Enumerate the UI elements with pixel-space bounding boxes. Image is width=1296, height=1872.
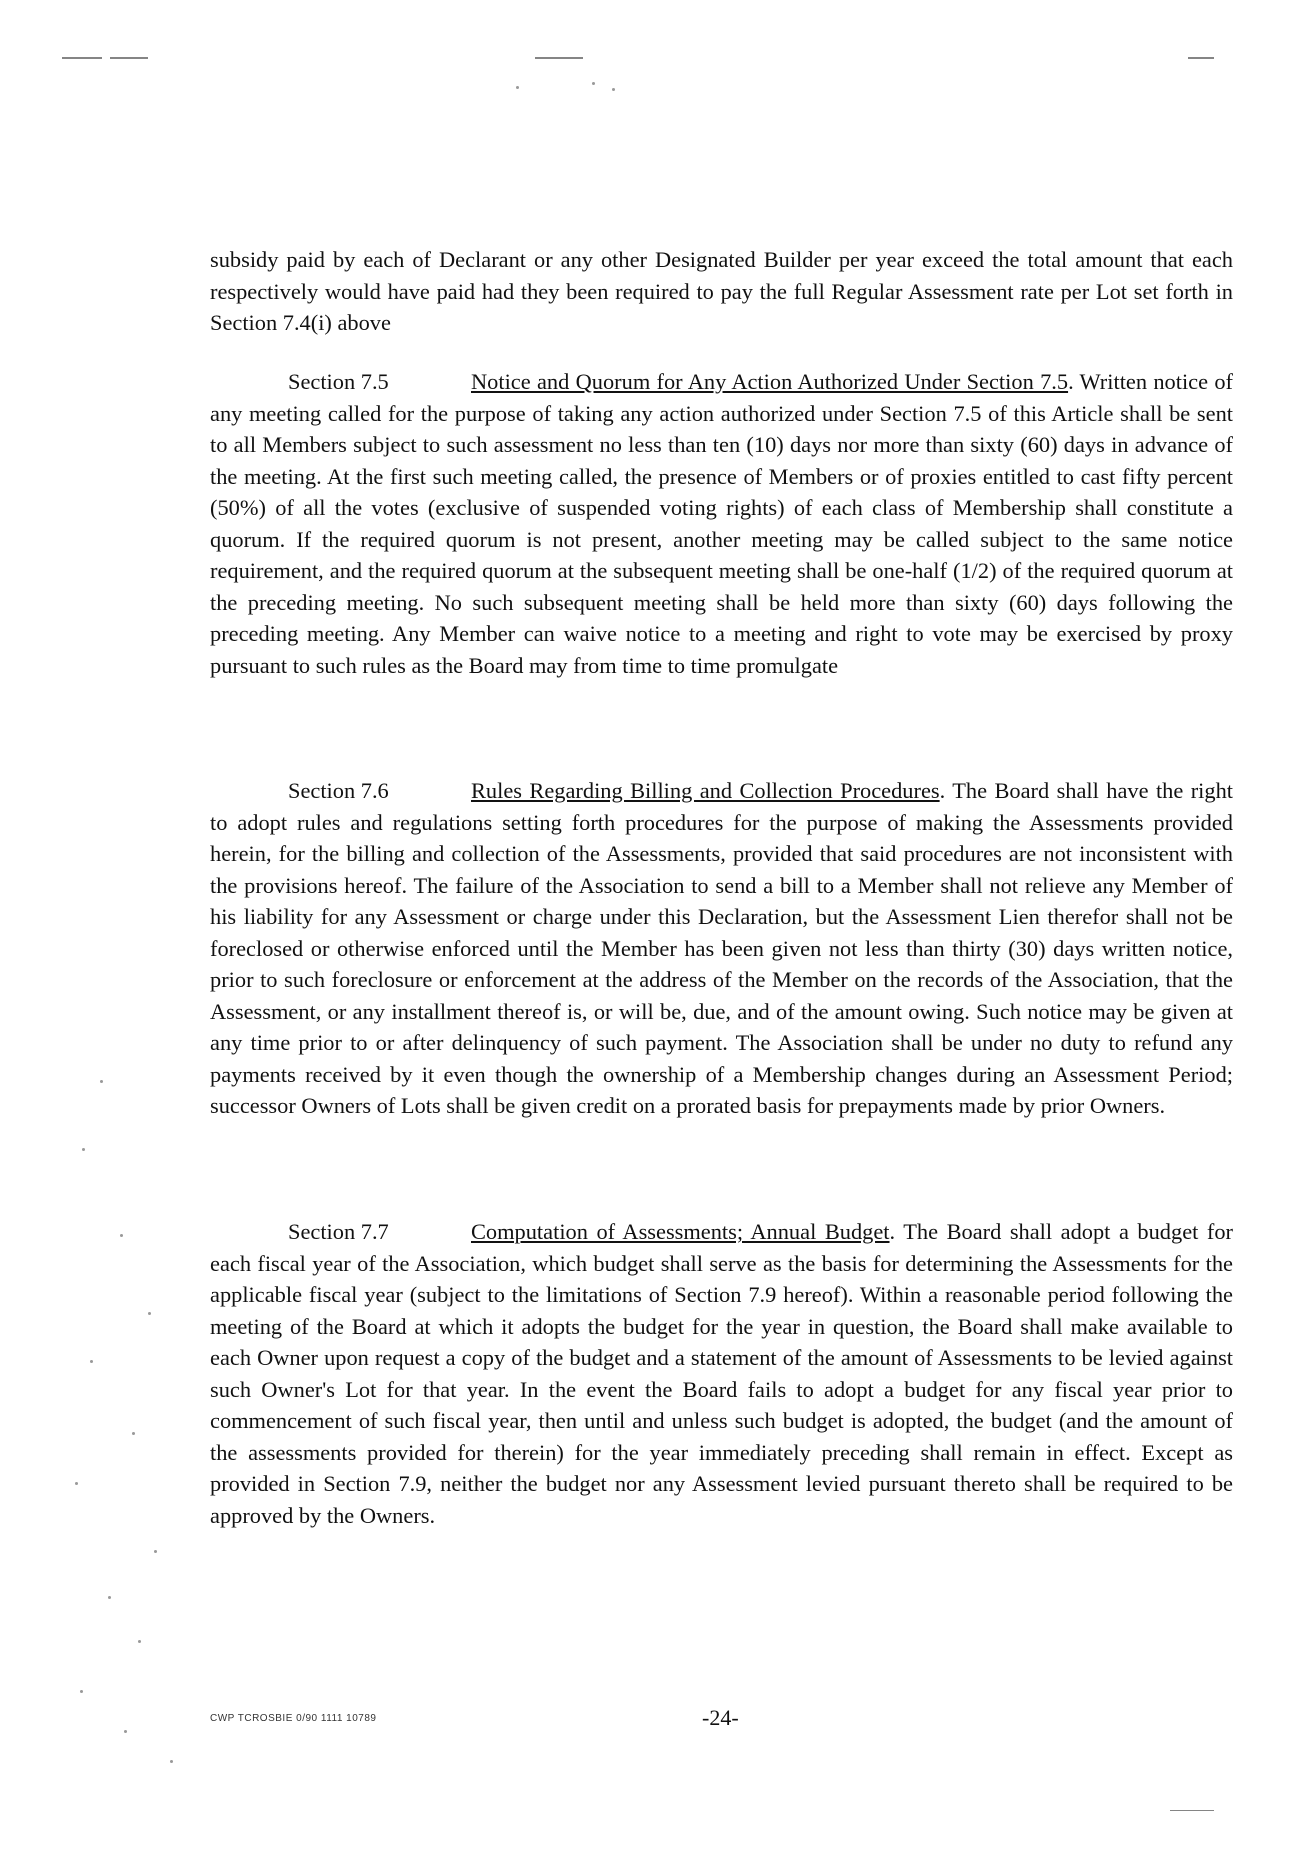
scan-artifact	[62, 57, 102, 59]
scan-artifact	[592, 82, 595, 85]
section-title: Notice and Quorum for Any Action Authorized Under Section 7.5	[471, 369, 1069, 394]
section-7-5-paragraph	[210, 366, 1233, 681]
page-number: -24-	[702, 1705, 739, 1730]
paragraph-text: subsidy paid by each of Declarant or any other Designated Builder per year exceed the total amount that each respectively would have paid had they been required to pay the full Regular Assessment rate per Lot set forth in Section 7.4(i) above	[210, 247, 1233, 335]
scan-artifact	[612, 88, 615, 91]
section-body: . The Board shall adopt a budget for each fiscal year of the Association, which budget shall serve as the basis for determining the Assessments for the applicable fiscal year (subject to the limitations of Section 7.9 hereof). Within a reasonable period following the meeting of the Board at which it adopts the budget for the year in question, the Board shall make available to each Owner upon request a copy of the budget and a statement of the amount of Assessments to be levied against such Owner's Lot for that year. In the event the Board fails to adopt a budget for any fiscal year prior to commencement of such fiscal year, then until and unless such budget is adopted, the budget (and the amount of the assessments provided for therein) for the year immediately preceding shall remain in effect. Except as provided in Section 7.9, neither the budget nor any Assessment levied pursuant thereto shall be required to be approved by the Owners.	[210, 1219, 1233, 1528]
section-title: Rules Regarding Billing and Collection Procedures	[471, 778, 940, 803]
section-7-7-paragraph	[210, 1216, 1233, 1531]
scan-artifact	[1170, 1810, 1214, 1811]
scan-artifact	[516, 86, 519, 89]
section-7-6-paragraph	[210, 775, 1233, 1122]
scan-artifact	[535, 57, 583, 59]
section-body: . Written notice of any meeting called for the purpose of taking any action authorized under Section 7.5 of this Article shall be sent to all Members subject to such assessment no less than ten (10) days nor more than sixty (60) days in advance of the meeting. At the first such meeting called, the presence of Members or of proxies entitled to cast fifty percent (50%) of all the votes (exclusive of suspended voting rights) of each class of Membership shall constitute a quorum. If the required quorum is not present, another meeting may be called subject to the same notice requirement, and the required quorum at the subsequent meeting shall be one-half (1/2) of the required quorum at the preceding meeting. No such subsequent meeting shall be held more than sixty (60) days following the preceding meeting. Any Member can waive notice to a meeting and right to vote may be exercised by proxy pursuant to such rules as the Board may from time to time promulgate	[210, 369, 1233, 678]
section-number: Section 7.7	[288, 1219, 389, 1244]
scan-artifact	[1188, 57, 1214, 59]
section-number: Section 7.6	[288, 778, 389, 803]
section-number: Section 7.5	[288, 369, 389, 394]
section-body: . The Board shall have the right to adopt rules and regulations setting forth procedures for the purpose of making the Assessments provided herein, for the billing and collection of the Assessments, provided that said procedures are not inconsistent with the provisions hereof. The failure of the Association to send a bill to a Member shall not relieve any Member of his liability for any Assessment or charge under this Declaration, but the Assessment Lien therefor shall not be foreclosed or otherwise enforced until the Member has been given not less than thirty (30) days written notice, prior to such foreclosure or enforcement at the address of the Member on the records of the Association, that the Assessment, or any installment thereof is, or will be, due, and of the amount owing. Such notice may be given at any time prior to or after delinquency of such payment. The Association shall be under no duty to refund any payments received by it even though the ownership of a Membership changes during an Assessment Period; successor Owners of Lots shall be given credit on a prorated basis for prepayments made by prior Owners.	[210, 778, 1233, 1118]
footer-document-code: CWP TCROSBIE 0/90 1111 10789	[210, 1713, 377, 1724]
continuation-paragraph	[210, 244, 1233, 339]
section-title: Computation of Assessments; Annual Budget	[471, 1219, 890, 1244]
scan-artifact	[110, 57, 148, 59]
margin-scan-noise	[60, 1030, 190, 1810]
